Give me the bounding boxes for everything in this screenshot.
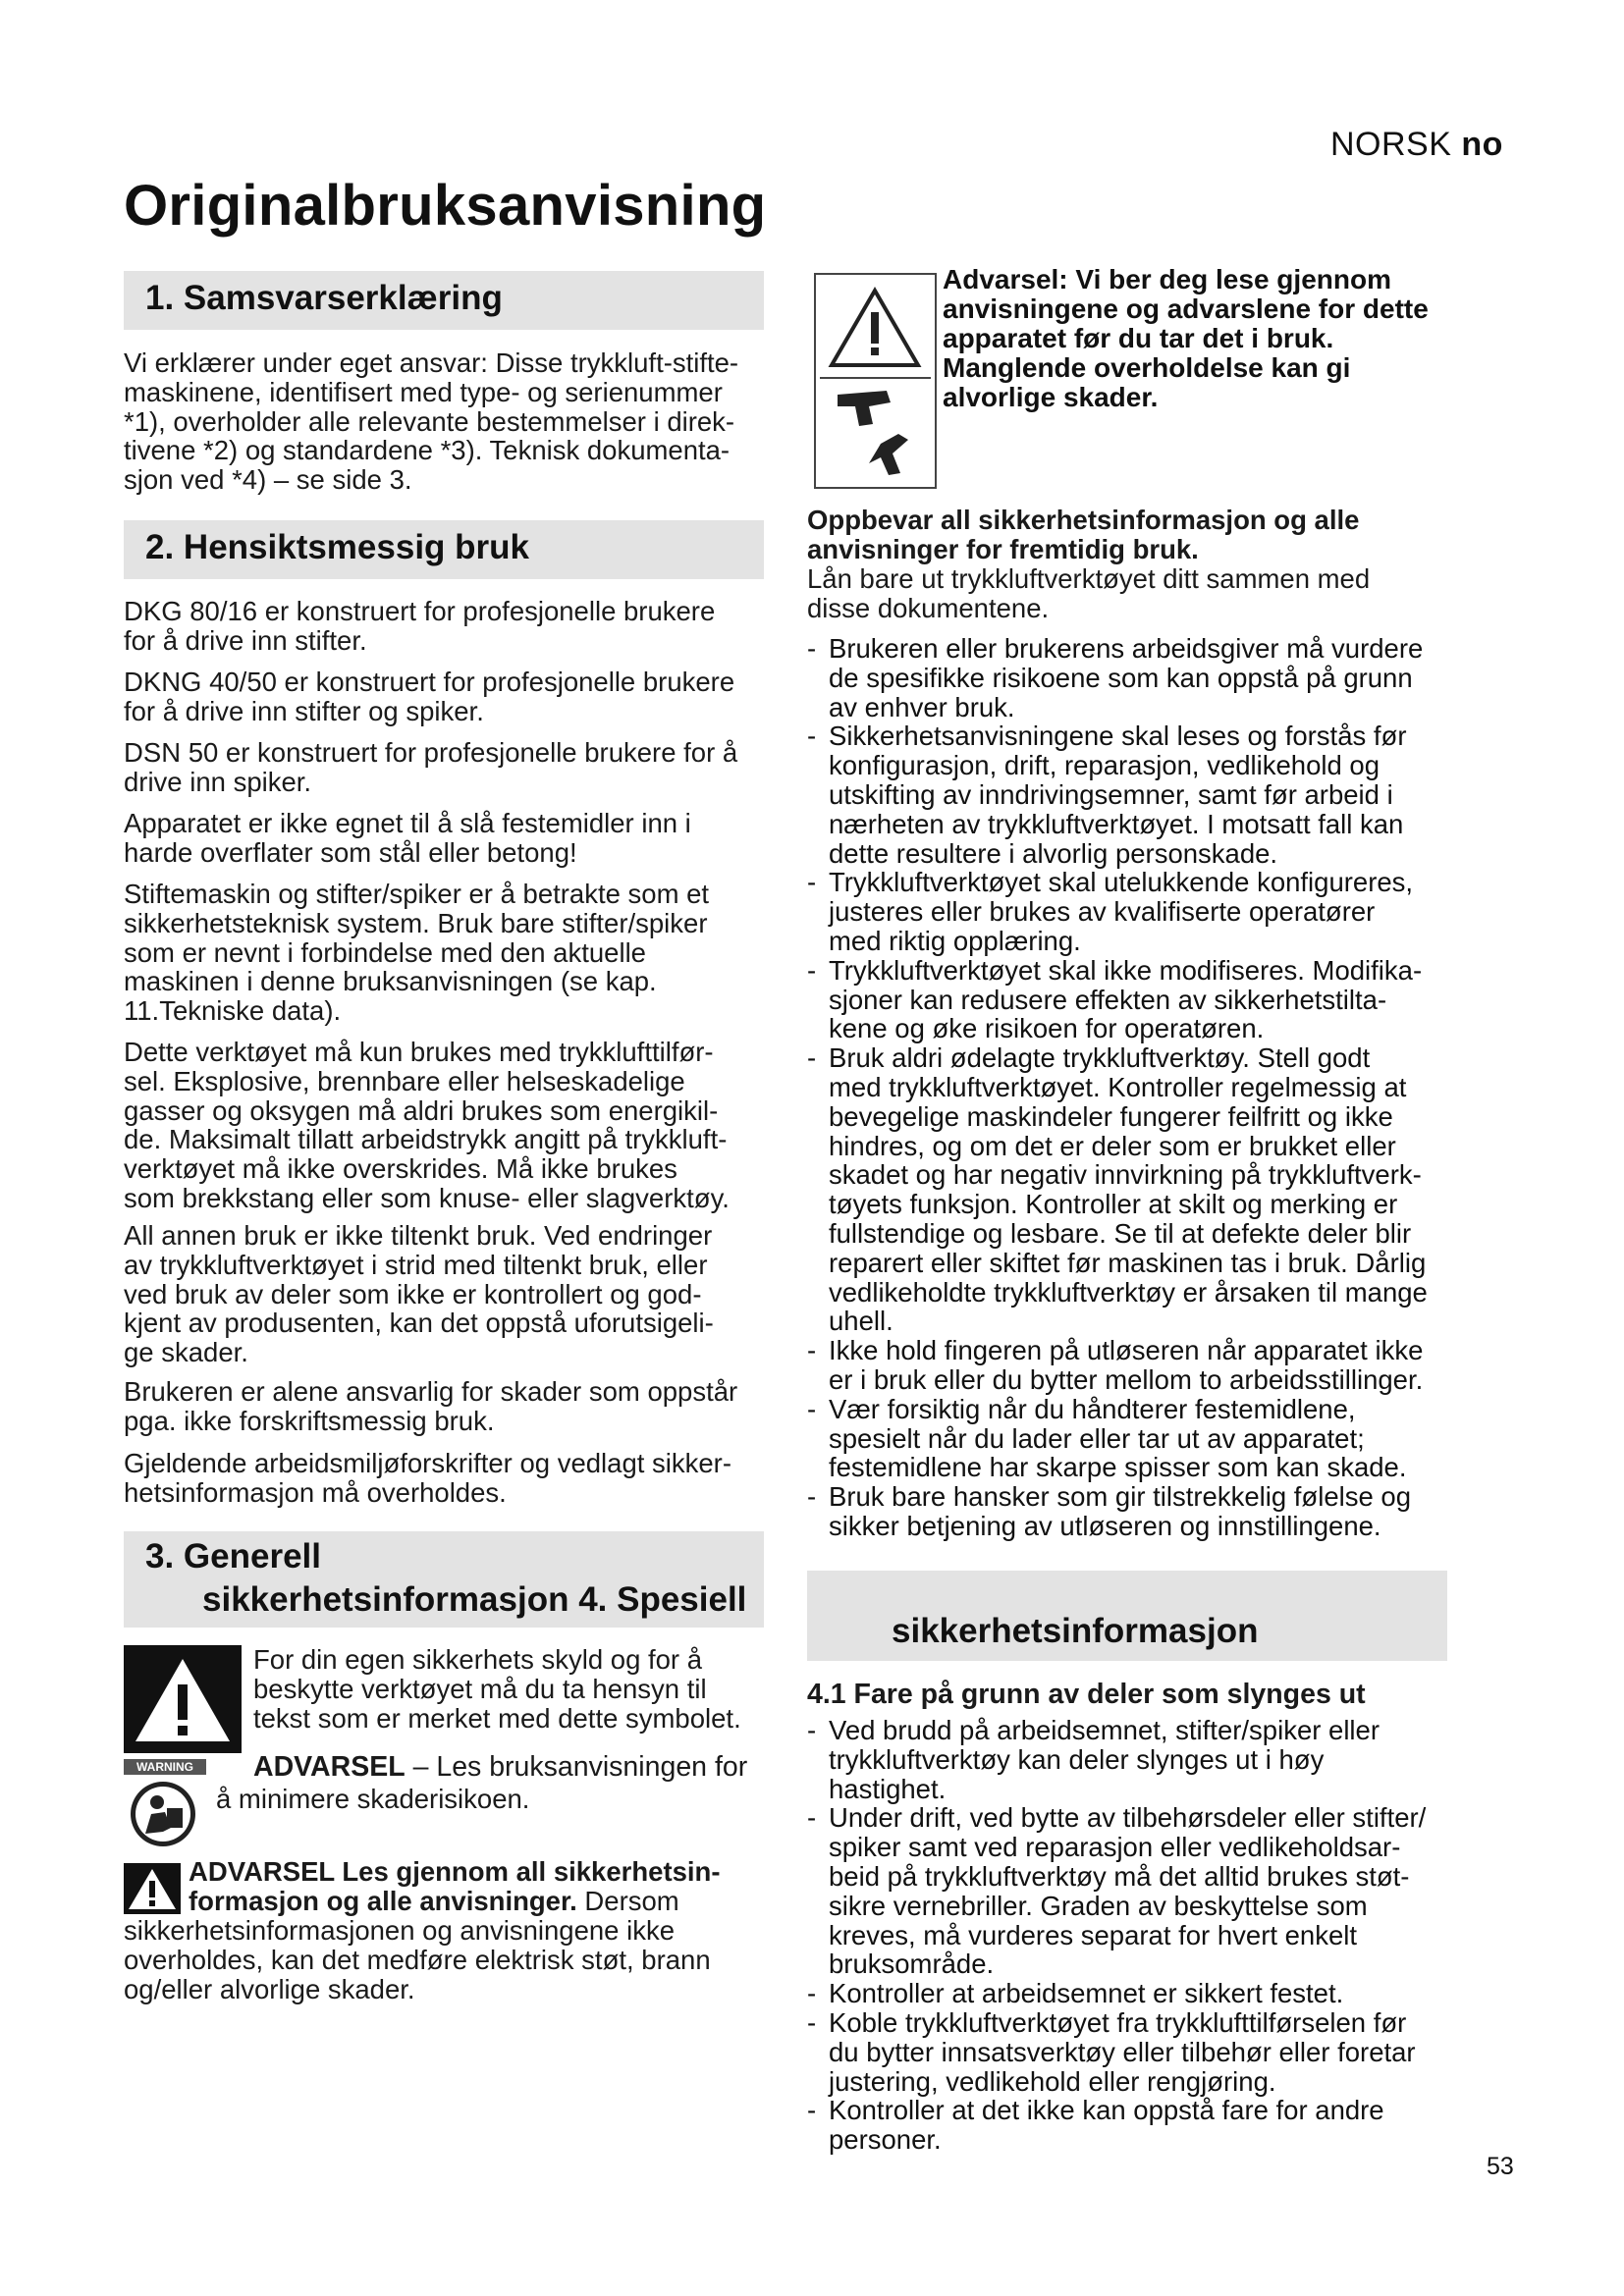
nailer-tool-icon: [830, 385, 924, 483]
text-line: maskinene, identifisert med type- og serienummer: [124, 376, 723, 407]
text-line: tivene *2) og standardene *3). Teknisk dokumenta-: [124, 435, 731, 466]
advarsel-line2: [216, 1785, 766, 1814]
text-line: anvisningene og advarslene for dette: [943, 294, 1429, 324]
text-line: personer.: [829, 2124, 942, 2156]
text-line: ved bruk av deler som ikke er kontrollert og god-: [124, 1278, 702, 1309]
text-line: - Sikkerhetsanvisningene skal leses og forstås før: [829, 721, 1407, 752]
language-label: [1330, 126, 1503, 164]
text-line: fullstendige og lesbare. Se til at defekte deler blir: [829, 1217, 1412, 1249]
text-line: reparert eller skiftet før maskinen tas i bruk. Dårlig: [829, 1247, 1427, 1278]
text-line: for å drive inn stifter og spiker.: [124, 695, 484, 726]
text-line: skadet og har negativ innvirkning på trykkluftverk-: [829, 1159, 1422, 1191]
text-line: konfigurasjon, drift, reparasjon, vedlikehold og: [829, 750, 1380, 781]
list-item: [807, 1336, 1485, 1395]
section-3-heading-line: sikkerhetsinformasjon 4. Spesiell: [202, 1580, 747, 1619]
list-item: [807, 1043, 1485, 1336]
subsection-4-1-title: [807, 1681, 1475, 1710]
text-line: overholdes, kan det medføre elektrisk støt, brann: [124, 1944, 711, 1975]
text-line: festemidlene har skarpe spisser som kan skade.: [829, 1452, 1407, 1483]
text-line: - Kontroller at arbeidsemnet er sikkert festet.: [829, 1978, 1344, 2009]
text-line: - Vær forsiktig når du håndterer festemidlene,: [829, 1393, 1356, 1424]
text-line: nærheten av trykkluftverktøyet. I motsatt fall kan: [829, 808, 1404, 839]
text-line: verktøyet må ikke overskrides. Må ikke brukes: [124, 1153, 677, 1185]
text-line: er i bruk eller du bytter mellom to arbeidsstillinger.: [829, 1363, 1424, 1395]
text-line: - Brukeren eller brukerens arbeidsgiver må vurdere: [829, 633, 1424, 664]
text-line: vedlikeholdte trykkluftverktøy er årsaken til mange: [829, 1276, 1428, 1308]
warning-triangle-outline-icon: [826, 285, 924, 371]
read-all-warning-body: [124, 1916, 772, 2003]
warning-label-text: WARNING: [136, 1760, 193, 1774]
keep-info-normal: [807, 564, 1475, 623]
list-item: [807, 634, 1485, 721]
text-line: harde overflater som stål eller betong!: [124, 836, 577, 868]
text-line: ge skader.: [124, 1337, 248, 1368]
text-line: - Under drift, ved bytte av tilbehørsdeler eller stifter/: [829, 1802, 1427, 1834]
text-line: Stiftemaskin og stifter/spiker er å betrakte som et: [124, 879, 710, 909]
text-line: sel. Eksplosive, brennbare eller helseskadelige: [124, 1065, 685, 1096]
text-line: med trykkluftverktøyet. Kontroller regelmessig at: [829, 1071, 1407, 1102]
text-line: maskinen i denne bruksanvisningen (se kap.: [124, 966, 657, 997]
text-line: DKNG 40/50 er konstruert for profesjonelle brukere: [124, 667, 735, 697]
text-line: de. Maksimalt tillatt arbeidstrykk angitt på trykkluft-: [124, 1124, 728, 1155]
section-1-heading-text: 1. Samsvarserklæring: [145, 279, 503, 317]
safety-bullet-list: [807, 634, 1485, 1541]
text-line: beskytte verktøyet må du ta hensyn til: [253, 1673, 707, 1704]
text-line: som brekkstang eller som knuse- eller slagverktøy.: [124, 1182, 730, 1213]
text-line: anvisninger for fremtidig bruk.: [807, 533, 1199, 564]
text-line: Dette verktøyet må kun brukes med trykklufttilfør-: [124, 1037, 714, 1067]
text-line: Advarsel: Vi ber deg lese gjennom: [943, 264, 1391, 294]
text-line: og/eller alvorlige skader.: [124, 1973, 415, 2004]
text-line: sikkerhetsteknisk system. Bruk bare stifter/spiker: [124, 907, 708, 938]
read-manual-icon: [128, 1779, 198, 1849]
text-line: utskifting av inndrivingsemner, samt før arbeid i: [829, 778, 1393, 810]
text-line: - Ved brudd på arbeidsemnet, stifter/spiker eller: [829, 1715, 1380, 1745]
warning-pictogram-box: [814, 273, 937, 489]
text-line: sikre vernebriller. Graden av beskyttelse som: [829, 1890, 1368, 1921]
paragraph: [124, 1377, 772, 1436]
section-3-heading-line: 3. Generell: [145, 1537, 321, 1575]
text-line: justeres eller brukes av kvalifiserte operatører: [829, 896, 1376, 928]
list-item: [807, 2096, 1485, 2155]
page-title: Originalbruksanvisning: [124, 174, 767, 238]
text-line: spiker samt ved reparasjon eller vedlikeholdsar-: [829, 1832, 1401, 1863]
text-line: dette resultere i alvorlig personskade.: [829, 837, 1278, 869]
text-line: sjoner kan redusere effekten av sikkerhetstilta-: [829, 984, 1387, 1015]
text-line: bevegelige maskindeler fungerer feilfritt og ikke: [829, 1100, 1393, 1132]
text-line: trykkluftverktøy kan deler slynges ut i høy: [829, 1743, 1325, 1775]
text-line: kreves, må vurderes separat for hvert enkelt: [829, 1919, 1358, 1950]
paragraph: [124, 1449, 772, 1508]
text-line: Gjeldende arbeidsmiljøforskrifter og vedlagt sikker-: [124, 1448, 731, 1478]
list-item: [807, 1482, 1485, 1541]
symbol-explanation: [253, 1645, 784, 1733]
text-line: spesielt når du lader eller tar ut av apparatet;: [829, 1422, 1365, 1454]
text-line: alvorlige skader.: [943, 382, 1159, 412]
text-line: Vi erklærer under eget ansvar: Disse trykkluft-stifte-: [124, 347, 739, 378]
text-line: - Ikke hold fingeren på utløseren når apparatet ikke: [829, 1335, 1424, 1366]
text-line: gasser og oksygen må aldri brukes som energikil-: [124, 1095, 719, 1126]
text-line: kjent av produsenten, kan det oppstå uforutsigeli-: [124, 1308, 714, 1339]
text-line: for å drive inn stifter.: [124, 624, 367, 656]
text-fragment: Dersom: [576, 1885, 679, 1916]
paragraph: [124, 667, 772, 726]
list-item: [807, 868, 1485, 955]
text-fragment: – Les bruksanvisningen for: [405, 1751, 748, 1783]
text-line: - Bruk aldri ødelagte trykkluftverktøy. Stell godt: [829, 1042, 1371, 1074]
text-line: kene og øke risikoen for operatøren.: [829, 1013, 1265, 1044]
text-line: å minimere skaderisikoen.: [216, 1784, 530, 1814]
text-line: tøyets funksjon. Kontroller at skilt og merking er: [829, 1189, 1398, 1220]
section-2-heading: [124, 520, 764, 579]
list-item: [807, 1395, 1485, 1482]
page-number: 53: [1487, 2153, 1514, 2180]
read-all-warning-bold: [189, 1857, 778, 1916]
text-line: DSN 50 er konstruert for profesjonelle brukere for å: [124, 737, 738, 768]
section-3-heading: [124, 1531, 764, 1628]
paragraph: [124, 880, 772, 1026]
text-line: Oppbevar all sikkerhetsinformasjon og alle: [807, 505, 1360, 535]
text-line: drive inn spiker.: [124, 766, 312, 797]
paragraph: [124, 1221, 772, 1367]
advarsel-word: ADVARSEL: [253, 1751, 406, 1783]
text-line: For din egen sikkerhets skyld og for å: [253, 1644, 703, 1675]
advarsel-note: [253, 1753, 784, 1783]
text-line: disse dokumentene.: [807, 592, 1050, 623]
keep-info-bold: [807, 506, 1475, 564]
section-1-heading: [124, 271, 764, 330]
text-line: av trykkluftverktøyet i strid med tiltenkt bruk, eller: [124, 1249, 708, 1280]
list-item: [807, 1716, 1485, 1803]
paragraph: [124, 1038, 772, 1213]
list-item: [807, 1979, 1485, 2008]
text-line: *1), overholder alle relevante bestemmelser i direk-: [124, 405, 735, 437]
text-line: Apparatet er ikke egnet til å slå festemidler inn i: [124, 808, 691, 838]
text-line: hindres, og om det er deler som er brukket eller: [829, 1130, 1396, 1161]
text-line: bruksområde.: [829, 1949, 995, 1980]
text-line: sjon ved *4) – se side 3.: [124, 464, 412, 496]
section-1-body: [124, 348, 772, 495]
text-line: 11.Tekniske data).: [124, 995, 342, 1027]
text-line: sikkerhetsinformasjonen og anvisningene ikke: [124, 1915, 676, 1946]
text-line: - Trykkluftverktøyet skal ikke modifiseres. Modifika-: [829, 954, 1423, 986]
text-line: - Kontroller at det ikke kan oppstå fare for andre: [829, 2095, 1384, 2126]
text-fragment: formasjon og alle anvisninger.: [189, 1885, 577, 1916]
text-line: uhell.: [829, 1306, 893, 1337]
text-line: Brukeren er alene ansvarlig for skader som oppstår: [124, 1376, 738, 1407]
text-line: ADVARSEL Les gjennom all sikkerhetsin-: [189, 1856, 721, 1887]
text-line: med riktig opplæring.: [829, 925, 1081, 956]
text-line: - Trykkluftverktøyet skal utelukkende konfigureres,: [829, 867, 1414, 898]
text-line: de spesifikke risikoene som kan oppstå på grunn: [829, 662, 1413, 693]
list-item: [807, 2008, 1485, 2096]
text-line: sikker betjening av utløseren og innstillingene.: [829, 1510, 1381, 1541]
warning-small-icon: [124, 1863, 181, 1914]
text-line: apparatet før du tar det i bruk.: [943, 323, 1334, 353]
text-line: justering, vedlikehold eller rengjøring.: [829, 2065, 1276, 2097]
text-line: som er nevnt i forbindelse med den aktuelle: [124, 936, 646, 968]
text-line: du bytter innsatsverktøy eller tilbehør eller foretar: [829, 2036, 1416, 2067]
paragraph: [124, 809, 772, 868]
warning-label: [124, 1759, 206, 1775]
text-line: Manglende overholdelse kan gi: [943, 352, 1351, 383]
paragraph: [124, 738, 772, 797]
list-item: [807, 956, 1485, 1043]
language-name: NORSK: [1330, 126, 1452, 163]
text-line: tekst som er merket med dette symbolet.: [253, 1702, 741, 1734]
warning-triangle-icon: [124, 1645, 242, 1753]
text-line: hastighet.: [829, 1773, 947, 1804]
paragraph: [124, 597, 772, 656]
section-4-heading: [807, 1571, 1447, 1661]
right-warning-text: [943, 265, 1473, 412]
text-line: - Bruk bare hansker som gir tilstrekkelig følelse og: [829, 1481, 1412, 1513]
ejected-parts-bullet-list: [807, 1716, 1485, 2155]
text-line: 4.1 Fare på grunn av deler som slynges ut: [807, 1679, 1366, 1710]
text-line: hetsinformasjon må overholdes.: [124, 1476, 507, 1508]
text-line: beid på trykkluftverktøy må det alltid brukes støt-: [829, 1860, 1410, 1892]
list-item: [807, 1803, 1485, 1979]
text-line: - Koble trykkluftverktøyet fra trykklufttilførselen før: [829, 2006, 1407, 2038]
language-code: no: [1461, 126, 1503, 163]
text-line: All annen bruk er ikke tiltenkt bruk. Ved endringer: [124, 1220, 713, 1251]
text-line: pga. ikke forskriftsmessig bruk.: [124, 1405, 495, 1436]
text-line: DKG 80/16 er konstruert for profesjonelle brukere: [124, 596, 716, 626]
section-4-heading-text: sikkerhetsinformasjon: [892, 1612, 1259, 1650]
text-line: Lån bare ut trykkluftverktøyet ditt sammen med: [807, 563, 1371, 594]
list-item: [807, 721, 1485, 868]
section-2-heading-text: 2. Hensiktsmessig bruk: [145, 528, 529, 566]
text-line: av enhver bruk.: [829, 691, 1015, 722]
